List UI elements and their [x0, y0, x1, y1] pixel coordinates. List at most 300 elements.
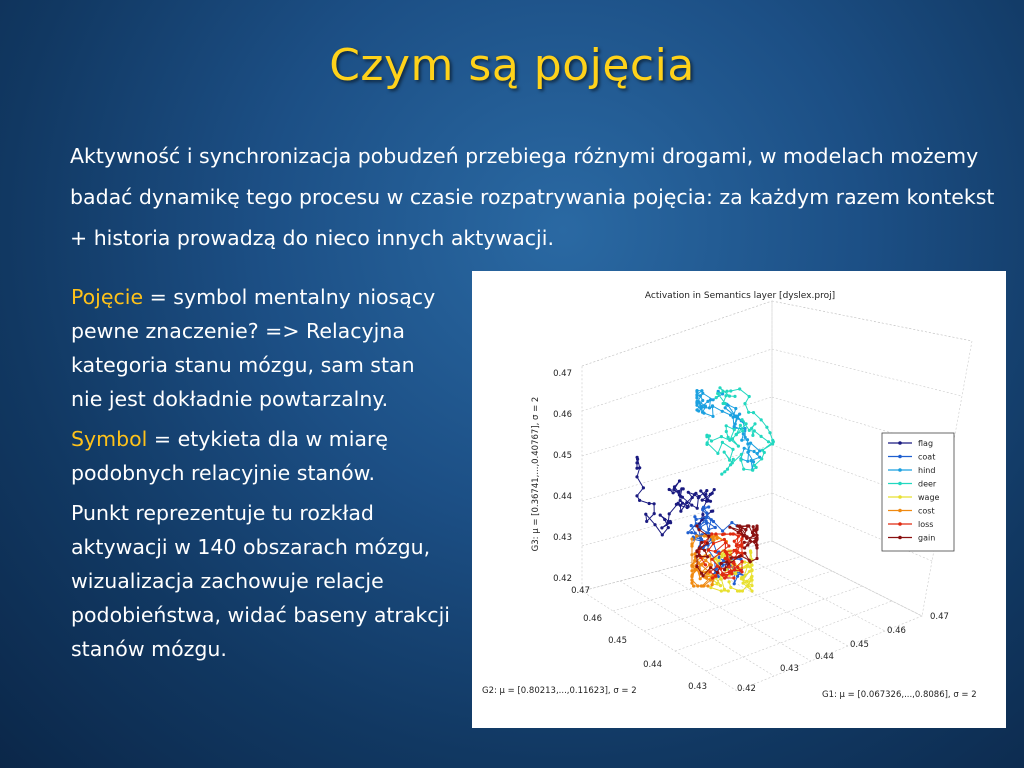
z-tick-label: 0.44	[553, 492, 572, 502]
definition-text: = etykieta dla w miarę podobnych relacyjnie stanów.	[71, 427, 388, 485]
series-point-wage	[716, 582, 719, 585]
series-point-flag	[660, 526, 663, 529]
series-point-flag	[685, 501, 688, 504]
series-point-flag	[705, 499, 708, 502]
series-point-flag	[653, 512, 656, 515]
series-point-wage	[750, 564, 753, 567]
series-point-hind	[695, 393, 698, 396]
series-point-hind	[749, 442, 752, 445]
series-point-loss	[723, 576, 726, 579]
series-point-gain	[695, 565, 698, 568]
series-point-deer	[767, 440, 770, 443]
series-point-gain	[700, 572, 703, 575]
series-point-flag	[679, 499, 682, 502]
series-point-flag	[710, 510, 713, 513]
series-point-coat	[686, 531, 689, 534]
series-point-gain	[755, 546, 758, 549]
series-point-loss	[723, 538, 726, 541]
series-point-loss	[727, 544, 730, 547]
series-point-wage	[728, 580, 731, 583]
series-point-cost	[690, 542, 693, 545]
series-point-gain	[716, 571, 719, 574]
series-point-deer	[771, 439, 774, 442]
series-point-gain	[698, 554, 701, 557]
grid-line	[582, 493, 772, 546]
activation-chart	[472, 271, 1006, 728]
legend-marker	[898, 495, 902, 499]
chart-svg	[472, 271, 1006, 728]
series-point-flag	[635, 494, 638, 497]
series-point-deer	[761, 449, 764, 452]
series-point-deer	[705, 443, 708, 446]
series-point-hind	[701, 392, 704, 395]
series-point-cost	[690, 575, 693, 578]
legend-marker	[898, 536, 902, 540]
series-point-flag	[678, 493, 681, 496]
series-point-coat	[736, 575, 739, 578]
series-point-wage	[750, 579, 753, 582]
series-point-flag	[678, 479, 681, 482]
series-point-hind	[746, 442, 749, 445]
series-point-gain	[695, 549, 698, 552]
series-point-loss	[738, 544, 741, 547]
series-point-deer	[716, 452, 719, 455]
right-tick-label: 0.46	[887, 626, 906, 636]
series-point-flag	[659, 514, 662, 517]
series-point-flag	[648, 502, 651, 505]
right-axis-label: G1: μ = [0.067326,...,0.8086], σ = 2	[822, 690, 977, 700]
series-point-flag	[686, 506, 689, 509]
series-point-loss	[711, 576, 714, 579]
series-point-deer	[732, 458, 735, 461]
series-point-flag	[663, 518, 666, 521]
grid-line	[582, 301, 772, 366]
series-point-gain	[745, 536, 748, 539]
series-point-hind	[753, 450, 756, 453]
right-tick-label: 0.47	[930, 612, 949, 622]
series-point-gain	[709, 566, 712, 569]
series-point-cost	[702, 584, 705, 587]
series-point-gain	[730, 557, 733, 560]
series-point-gain	[698, 528, 701, 531]
z-tick-label: 0.47	[553, 369, 572, 379]
series-point-deer	[733, 428, 736, 431]
series-point-wage	[750, 584, 753, 587]
series-point-cost	[690, 569, 693, 572]
left-column	[71, 280, 451, 672]
series-point-wage	[749, 549, 752, 552]
series-point-loss	[730, 572, 733, 575]
series-point-deer	[753, 429, 756, 432]
series-point-flag	[667, 526, 670, 529]
series-point-gain	[755, 524, 758, 527]
series-point-hind	[746, 438, 749, 441]
series-point-wage	[723, 588, 726, 591]
series-point-wage	[740, 576, 743, 579]
series-point-wage	[719, 584, 722, 587]
series-point-cost	[690, 579, 693, 582]
series-point-deer	[725, 390, 728, 393]
series-point-flag	[636, 456, 639, 459]
series-point-cost	[690, 553, 693, 556]
series-point-wage	[750, 569, 753, 572]
series-point-hind	[729, 414, 732, 417]
series-point-deer	[726, 468, 729, 471]
series-point-wage	[729, 586, 732, 589]
series-point-hind	[746, 460, 749, 463]
legend-marker	[898, 455, 902, 459]
series-point-flag	[653, 523, 656, 526]
series-point-deer	[724, 394, 727, 397]
series-point-deer	[760, 418, 763, 421]
series-point-deer	[716, 392, 719, 395]
series-point-deer	[710, 439, 713, 442]
series-point-flag	[701, 513, 704, 516]
series-point-loss	[740, 537, 743, 540]
series-point-gain	[720, 562, 723, 565]
series-point-flag	[704, 493, 707, 496]
series-point-hind	[724, 406, 727, 409]
series-point-deer	[751, 434, 754, 437]
series-point-hind	[699, 394, 702, 397]
legend-marker	[898, 509, 902, 513]
series-point-gain	[751, 531, 754, 534]
series-point-flag	[672, 491, 675, 494]
series-point-cost	[690, 537, 693, 540]
series-point-loss	[732, 576, 735, 579]
series-point-gain	[739, 529, 742, 532]
series-point-gain	[755, 534, 758, 537]
z-tick-label: 0.46	[553, 410, 572, 420]
series-point-deer	[721, 441, 724, 444]
series-point-hind	[699, 406, 702, 409]
series-point-hind	[742, 432, 745, 435]
series-point-gain	[755, 557, 758, 560]
series-point-cost	[695, 534, 698, 537]
explanation-paragraph: Punkt reprezentuje tu rozkład aktywacji w 140 obszarach mózgu, wizualizacja zachowuje relacje podobieństwa, widać baseny atrakcji stanów mózgu.	[71, 501, 450, 661]
series-point-gain	[695, 524, 698, 527]
series-point-coat	[690, 524, 693, 527]
series-point-deer	[748, 395, 751, 398]
series-point-wage	[720, 578, 723, 581]
series-point-deer	[723, 451, 726, 454]
series-point-loss	[709, 570, 712, 573]
series-point-deer	[727, 436, 730, 439]
series-point-gain	[747, 524, 750, 527]
series-point-coat	[694, 532, 697, 535]
series-point-coat	[690, 531, 693, 534]
series-point-flag	[679, 510, 682, 513]
series-point-coat	[701, 508, 704, 511]
series-point-deer	[737, 445, 740, 448]
series-point-flag	[680, 487, 683, 490]
series-point-flag	[681, 502, 684, 505]
series-point-cost	[712, 536, 715, 539]
series-point-flag	[690, 504, 693, 507]
series-point-wage	[727, 589, 730, 592]
z-axis-label: G3: μ = [0.36741,...,0.40767], σ = 2	[531, 396, 541, 552]
series-point-loss	[714, 550, 717, 553]
definition-concept	[71, 280, 451, 416]
series-point-deer	[721, 390, 724, 393]
series-point-deer	[733, 395, 736, 398]
series-point-hind	[740, 439, 743, 442]
series-point-deer	[747, 411, 750, 414]
intro-paragraph: Aktywność i synchronizacja pobudzeń przebiega różnymi drogami, w modelach możemy badać dynamikę tego procesu w czasie rozpatrywania pojęcia: za każdym razem kontekst + historia prowadzą do nieco innych aktywacji.	[70, 144, 995, 250]
left-tick-label: 0.46	[583, 614, 602, 624]
right-tick-label: 0.42	[737, 684, 756, 694]
series-point-flag	[644, 513, 647, 516]
series-point-loss	[736, 566, 739, 569]
series-point-loss	[731, 532, 734, 535]
series-point-loss	[716, 565, 719, 568]
series-point-loss	[714, 532, 717, 535]
series-point-hind	[734, 422, 737, 425]
grid-line	[675, 586, 862, 651]
series-point-gain	[746, 543, 749, 546]
series-point-deer	[739, 424, 742, 427]
series-point-flag	[635, 475, 638, 478]
series-point-flag	[669, 521, 672, 524]
legend-label: coat	[918, 452, 936, 462]
series-point-deer	[741, 429, 744, 432]
series-point-flag	[691, 496, 694, 499]
left-tick-label: 0.45	[608, 636, 627, 646]
series-point-deer	[731, 461, 734, 464]
series-point-hind	[701, 399, 704, 402]
series-point-gain	[725, 560, 728, 563]
series-point-cost	[710, 583, 713, 586]
series-point-flag	[677, 502, 680, 505]
right-tick-label: 0.43	[780, 664, 799, 674]
series-point-loss	[710, 532, 713, 535]
series-point-deer	[740, 453, 743, 456]
series-point-hind	[711, 415, 714, 418]
series-point-flag	[687, 491, 690, 494]
series-point-hind	[701, 411, 704, 414]
series-point-loss	[732, 549, 735, 552]
series-point-gain	[755, 544, 758, 547]
series-point-coat	[705, 520, 708, 523]
series-point-coat	[707, 528, 710, 531]
series-point-flag	[701, 499, 704, 502]
series-point-hind	[721, 410, 724, 413]
right-tick-label: 0.45	[850, 640, 869, 650]
series-point-flag	[697, 496, 700, 499]
legend-marker	[898, 441, 902, 445]
series-point-loss	[725, 552, 728, 555]
series-point-flag	[645, 520, 648, 523]
series-point-coat	[707, 505, 710, 508]
series-point-deer	[750, 427, 753, 430]
series-point-hind	[747, 450, 750, 453]
series-point-flag	[668, 488, 671, 491]
series-point-deer	[741, 418, 744, 421]
series-point-deer	[725, 430, 728, 433]
series-point-deer	[731, 437, 734, 440]
series-point-deer	[742, 468, 745, 471]
legend-label: gain	[918, 533, 936, 543]
series-point-coat	[693, 515, 696, 518]
series-point-deer	[728, 395, 731, 398]
series-point-loss	[733, 562, 736, 565]
series-point-loss	[740, 570, 743, 573]
series-point-flag	[681, 496, 684, 499]
series-point-flag	[661, 533, 664, 536]
series-point-hind	[708, 406, 711, 409]
series-point-gain	[698, 547, 701, 550]
series-point-flag	[642, 486, 645, 489]
series-point-deer	[715, 396, 718, 399]
z-tick-label: 0.45	[553, 451, 572, 461]
legend-label: loss	[918, 520, 934, 529]
grid-line	[734, 551, 885, 631]
series-point-coat	[710, 518, 713, 521]
series-point-gain	[748, 539, 751, 542]
series-point-loss	[712, 542, 715, 545]
series-point-loss	[725, 557, 728, 560]
series-point-loss	[707, 549, 710, 552]
series-point-flag	[693, 493, 696, 496]
left-tick-label: 0.43	[688, 682, 707, 692]
grid-line	[772, 349, 962, 396]
series-point-cost	[692, 584, 695, 587]
left-tick-label: 0.47	[571, 586, 590, 596]
series-point-flag	[713, 488, 716, 491]
series-point-flag	[673, 485, 676, 488]
series-point-gain	[752, 525, 755, 528]
series-point-hind	[711, 405, 714, 408]
series-point-wage	[743, 561, 746, 564]
series-point-loss	[733, 540, 736, 543]
series-point-flag	[705, 489, 708, 492]
series-point-flag	[653, 502, 656, 505]
series-point-hind	[734, 407, 737, 410]
series-point-gain	[703, 549, 706, 552]
legend-marker	[898, 468, 902, 472]
series-point-coat	[730, 521, 733, 524]
series-point-cost	[700, 563, 703, 566]
series-point-hind	[695, 396, 698, 399]
series-point-coat	[714, 526, 717, 529]
series-point-wage	[720, 589, 723, 592]
series-point-flag	[668, 512, 671, 515]
series-point-coat	[733, 582, 736, 585]
series-point-wage	[736, 589, 739, 592]
series-point-hind	[758, 449, 761, 452]
series-point-deer	[723, 470, 726, 473]
series-point-gain	[753, 529, 756, 532]
series-point-loss	[724, 541, 727, 544]
legend-marker	[898, 482, 902, 486]
series-point-gain	[742, 534, 745, 537]
left-axis-label: G2: μ = [0.80213,...,0.11623], σ = 2	[482, 686, 637, 696]
series-point-deer	[743, 402, 746, 405]
chart-trajectories	[635, 386, 775, 592]
series-point-hind	[695, 408, 698, 411]
series-point-loss	[711, 558, 714, 561]
chart-legend	[882, 433, 954, 551]
series-point-hind	[695, 390, 698, 393]
grid-line	[644, 571, 832, 631]
z-tick-label: 0.42	[553, 574, 572, 584]
series-point-loss	[733, 568, 736, 571]
series-point-deer	[768, 431, 771, 434]
legend-label: hind	[918, 466, 936, 475]
series-point-cost	[690, 582, 693, 585]
series-point-gain	[736, 524, 739, 527]
chart-title: Activation in Semantics layer [dyslex.proj]	[644, 291, 836, 301]
series-point-gain	[743, 541, 746, 544]
series-point-flag	[638, 499, 641, 502]
series-point-cost	[706, 584, 709, 587]
series-point-hind	[712, 398, 715, 401]
series-point-cost	[704, 559, 707, 562]
series-point-deer	[720, 473, 723, 476]
series-point-hind	[743, 447, 746, 450]
series-point-flag	[635, 467, 638, 470]
slide-title: Czym są pojęcia	[329, 40, 695, 91]
series-point-gain	[707, 535, 710, 538]
legend-label: deer	[918, 479, 937, 489]
series-point-deer	[735, 433, 738, 436]
series-point-deer	[731, 448, 734, 451]
series-point-hind	[726, 404, 729, 407]
series-point-gain	[743, 546, 746, 549]
series-point-loss	[740, 560, 743, 563]
grid-line	[613, 556, 802, 611]
series-point-wage	[717, 559, 720, 562]
definition-text: = symbol mentalny niosący pewne znaczenie? => Relacyjna kategoria stanu mózgu, sam stan nie jest dokładnie powtarzalny.	[71, 285, 436, 411]
series-point-deer	[722, 402, 725, 405]
z-tick-label: 0.43	[553, 533, 572, 543]
series-point-coat	[700, 538, 703, 541]
series-point-hind	[750, 459, 753, 462]
series-point-flag	[709, 500, 712, 503]
series-point-cost	[699, 577, 702, 580]
series-point-flag	[709, 493, 712, 496]
series-point-hind	[756, 452, 759, 455]
grid-line	[772, 301, 972, 341]
series-point-deer	[751, 469, 754, 472]
series-point-wage	[750, 576, 753, 579]
series-point-gain	[748, 559, 751, 562]
series-point-gain	[706, 542, 709, 545]
series-point-loss	[714, 575, 717, 578]
legend-label: cost	[918, 506, 935, 516]
series-point-hind	[744, 436, 747, 439]
legend-label: flag	[918, 439, 934, 448]
series-point-deer	[725, 424, 728, 427]
series-point-wage	[745, 580, 748, 583]
definition-symbol	[71, 422, 451, 490]
series-point-wage	[741, 589, 744, 592]
definition-term: Symbol	[71, 427, 148, 451]
series-point-wage	[720, 553, 723, 556]
series-point-deer	[739, 459, 742, 462]
series-point-cost	[693, 559, 696, 562]
series-point-deer	[728, 459, 731, 462]
series-point-cost	[696, 584, 699, 587]
series-point-deer	[760, 435, 763, 438]
series-point-gain	[744, 528, 747, 531]
series-point-flag	[696, 507, 699, 510]
series-point-hind	[695, 401, 698, 404]
series-point-wage	[734, 572, 737, 575]
series-point-deer	[728, 439, 731, 442]
series-point-deer	[755, 466, 758, 469]
series-point-deer	[745, 422, 748, 425]
